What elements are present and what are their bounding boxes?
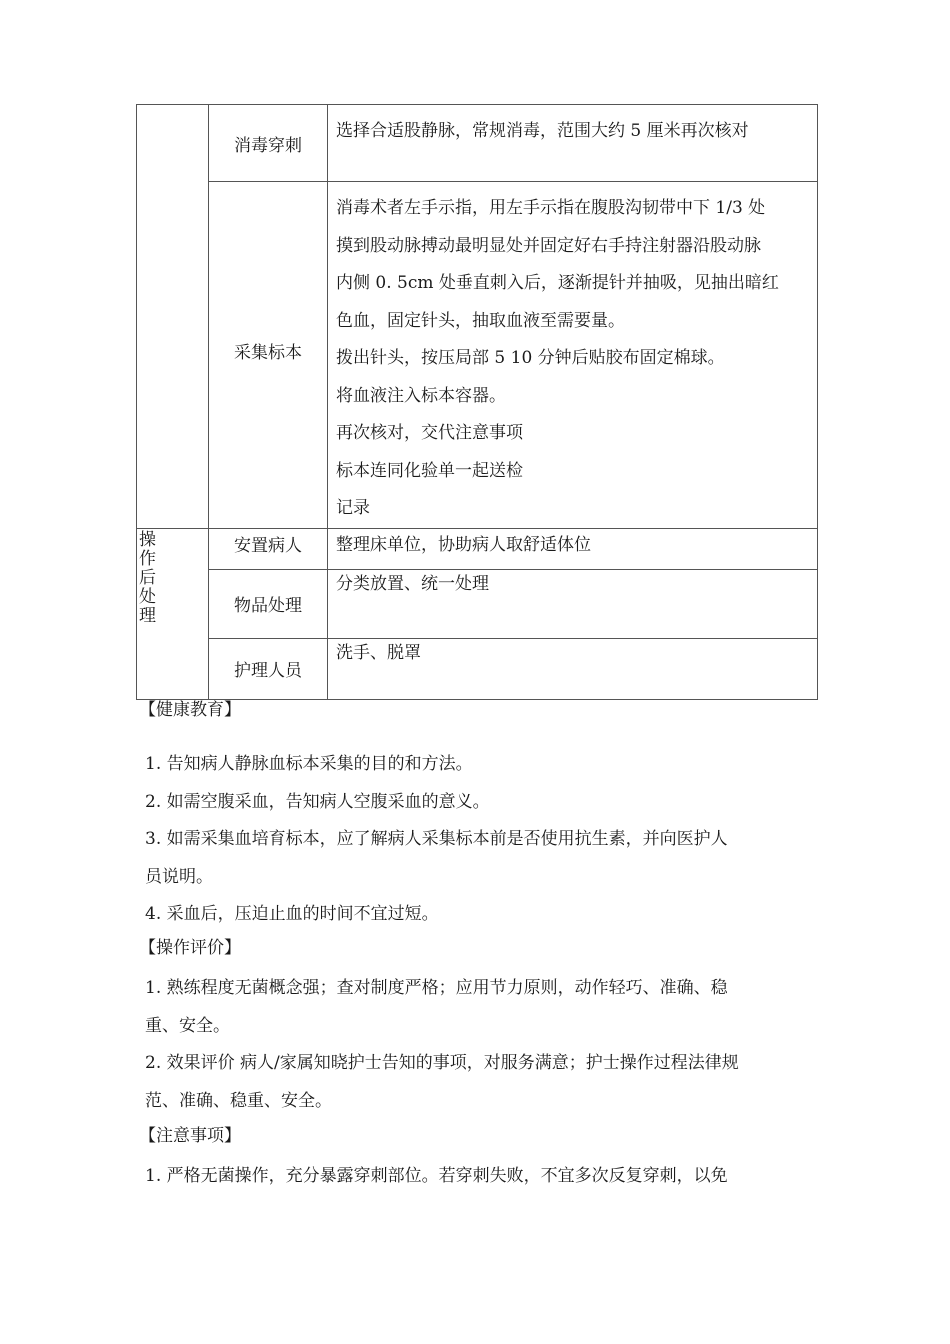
list-item: 3. 如需采集血培育标本，应了解病人采集标本前是否使用抗生素，并向医护人 <box>145 829 728 849</box>
section-heading: 【注意事项】 <box>139 1126 241 1146</box>
content-cell <box>328 182 818 529</box>
content-line: 摸到股动脉搏动最明显处并固定好右手持注射器沿股动脉 <box>336 235 761 256</box>
list-item: 4. 采血后，压迫止血的时间不宜过短。 <box>145 904 439 924</box>
list-item: 1. 严格无菌操作，充分暴露穿刺部位。若穿刺失败，不宜多次反复穿刺，以免 <box>145 1166 728 1186</box>
content-cell <box>328 569 818 638</box>
category-char: 处 <box>139 586 156 607</box>
content-line: 拨出针头，按压局部 5 10 分钟后贴胶布固定棉球。 <box>336 348 725 368</box>
section-heading: 【健康教育】 <box>139 700 241 720</box>
category-char: 理 <box>139 605 156 626</box>
list-item: 重、安全。 <box>145 1015 230 1036</box>
step-cell <box>209 638 328 699</box>
step-cell <box>209 105 328 182</box>
category-char: 后 <box>139 567 156 588</box>
content-line: 内侧 0. 5cm 处垂直刺入后，逐渐提针并抽吸，见抽出暗红 <box>336 273 779 293</box>
evaluation-list <box>145 970 825 1120</box>
step-label: 护理人员 <box>234 661 302 681</box>
content-text: 整理床单位，协助病人取舒适体位 <box>336 534 591 555</box>
content-text: 选择合适股静脉，常规消毒，范围大约 5 厘米再次核对 <box>336 121 749 141</box>
category-char: 操 <box>139 529 156 550</box>
content-line: 标本连同化验单一起送检 <box>336 460 523 481</box>
table-row <box>137 105 818 182</box>
list-item: 范、准确、稳重、安全。 <box>145 1090 332 1111</box>
table-row <box>137 638 818 699</box>
content-cell <box>328 638 818 699</box>
content-text: 洗手、脱罩 <box>336 642 421 663</box>
list-item: 1. 告知病人静脉血标本采集的目的和方法。 <box>145 754 473 774</box>
table-row <box>137 182 818 529</box>
section-heading: 【操作评价】 <box>139 938 241 958</box>
step-cell <box>209 528 328 569</box>
evaluation-section <box>139 934 825 962</box>
list-item: 员说明。 <box>145 866 213 887</box>
category-char: 作 <box>139 548 156 569</box>
health-education-section <box>139 696 825 724</box>
category-cell-empty <box>137 105 209 529</box>
category-cell-post-processing <box>137 528 209 699</box>
step-label: 安置病人 <box>234 535 302 556</box>
notes-section <box>139 1122 825 1150</box>
content-text: 分类放置、统一处理 <box>336 573 489 594</box>
step-label: 消毒穿刺 <box>234 135 302 156</box>
list-item: 2. 效果评价 病人/家属知晓护士告知的事项，对服务满意；护士操作过程法律规 <box>145 1053 739 1073</box>
step-label: 物品处理 <box>234 596 302 616</box>
content-line: 记录 <box>336 498 370 518</box>
content-cell <box>328 528 818 569</box>
content-cell <box>328 105 818 182</box>
step-cell <box>209 569 328 638</box>
list-item: 2. 如需空腹采血，告知病人空腹采血的意义。 <box>145 791 490 812</box>
content-line: 将血液注入标本容器。 <box>336 385 506 406</box>
step-label: 采集标本 <box>234 342 302 363</box>
content-line: 再次核对，交代注意事项 <box>336 423 523 443</box>
notes-list <box>145 1158 825 1196</box>
content-line: 色血，固定针头，抽取血液至需要量。 <box>336 310 625 331</box>
health-education-list <box>145 746 825 934</box>
content-line: 消毒术者左手示指，用左手示指在腹股沟韧带中下 1/3 处 <box>336 198 766 218</box>
list-item: 1. 熟练程度无菌概念强；查对制度严格；应用节力原则，动作轻巧、准确、稳 <box>145 978 728 998</box>
table-row <box>137 569 818 638</box>
procedure-table <box>136 104 818 700</box>
step-cell <box>209 182 328 529</box>
table-row <box>137 528 818 569</box>
